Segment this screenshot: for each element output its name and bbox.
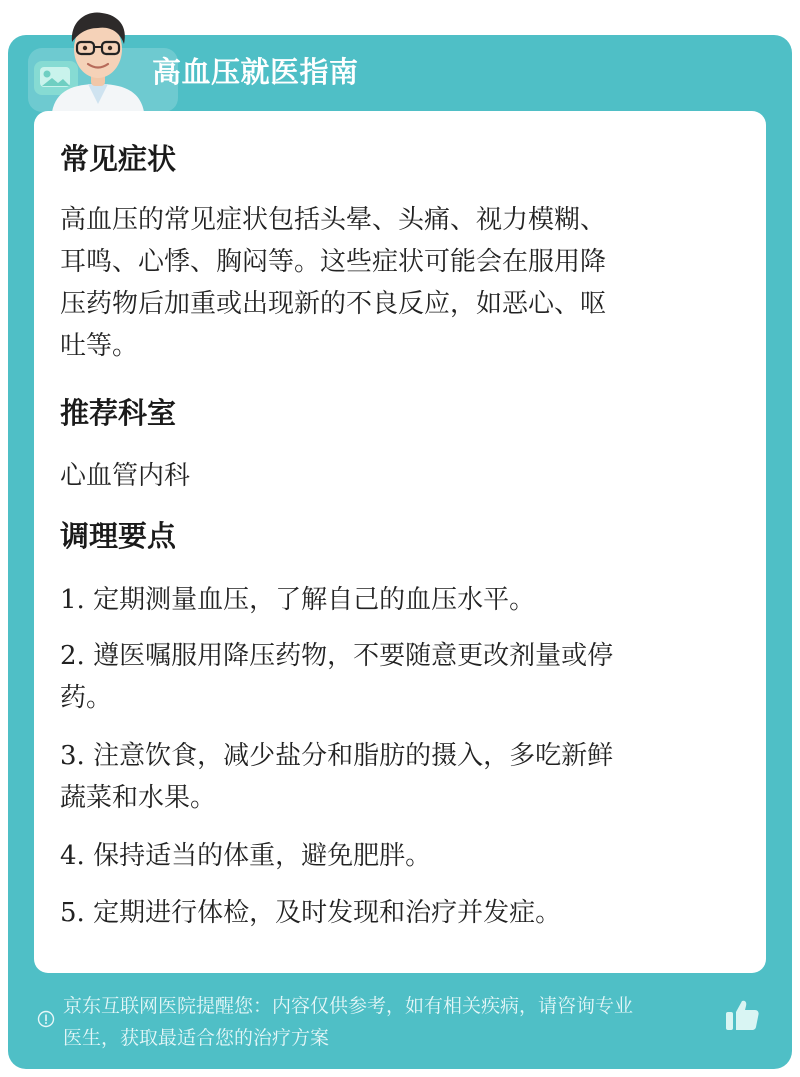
info-icon [37, 1010, 55, 1028]
care-item-4 [60, 835, 730, 877]
symptoms-line: 耳鸣、心悸、胸闷等。这些症状可能会在服用降 [60, 247, 607, 277]
care-item-2 [60, 635, 730, 719]
symptoms-heading: 常见症状 [60, 142, 177, 176]
care-item-number: 2. [60, 641, 85, 671]
care-item-text: 保持适当的体重，避免肥胖。 [93, 841, 432, 871]
care-item-number: 3. [60, 741, 85, 771]
symptoms-line: 吐等。 [60, 331, 139, 361]
care-item-text: 定期测量血压，了解自己的血压水平。 [93, 585, 536, 615]
care-item-text: 蔬菜和水果。 [60, 783, 217, 813]
symptoms-line: 压药物后加重或出现新的不良反应，如恶心、呕 [60, 289, 607, 319]
doctor-avatar-icon [44, 4, 152, 112]
symptoms-text [60, 199, 730, 367]
care-item-3 [60, 735, 730, 819]
care-item-number: 5. [60, 898, 85, 928]
disclaimer-line: 医生，获取最适合您的治疗方案 [63, 1027, 330, 1049]
care-item-text: 注意饮食，减少盐分和脂肪的摄入，多吃新鲜 [93, 741, 614, 771]
department-heading: 推荐科室 [60, 396, 177, 430]
care-item-5 [60, 892, 730, 934]
care-item-1 [60, 579, 730, 621]
disclaimer-text [63, 990, 731, 1054]
symptoms-line: 高血压的常见症状包括头晕、头痛、视力模糊、 [60, 205, 607, 235]
care-item-text: 药。 [60, 683, 113, 713]
care-item-text: 定期进行体检，及时发现和治疗并发症。 [93, 898, 562, 928]
disclaimer-line: 京东互联网医院提醒您：内容仅供参考，如有相关疾病，请咨询专业 [63, 995, 634, 1017]
care-item-number: 1. [60, 585, 85, 615]
care-item-text: 遵医嘱服用降压药物，不要随意更改剂量或停 [93, 641, 614, 671]
care-item-number: 4. [60, 841, 85, 871]
department-text: 心血管内科 [60, 461, 191, 491]
page-title: 高血压就医指南 [152, 55, 359, 89]
care-heading: 调理要点 [60, 519, 177, 553]
thumbs-up-icon[interactable] [724, 998, 760, 1032]
